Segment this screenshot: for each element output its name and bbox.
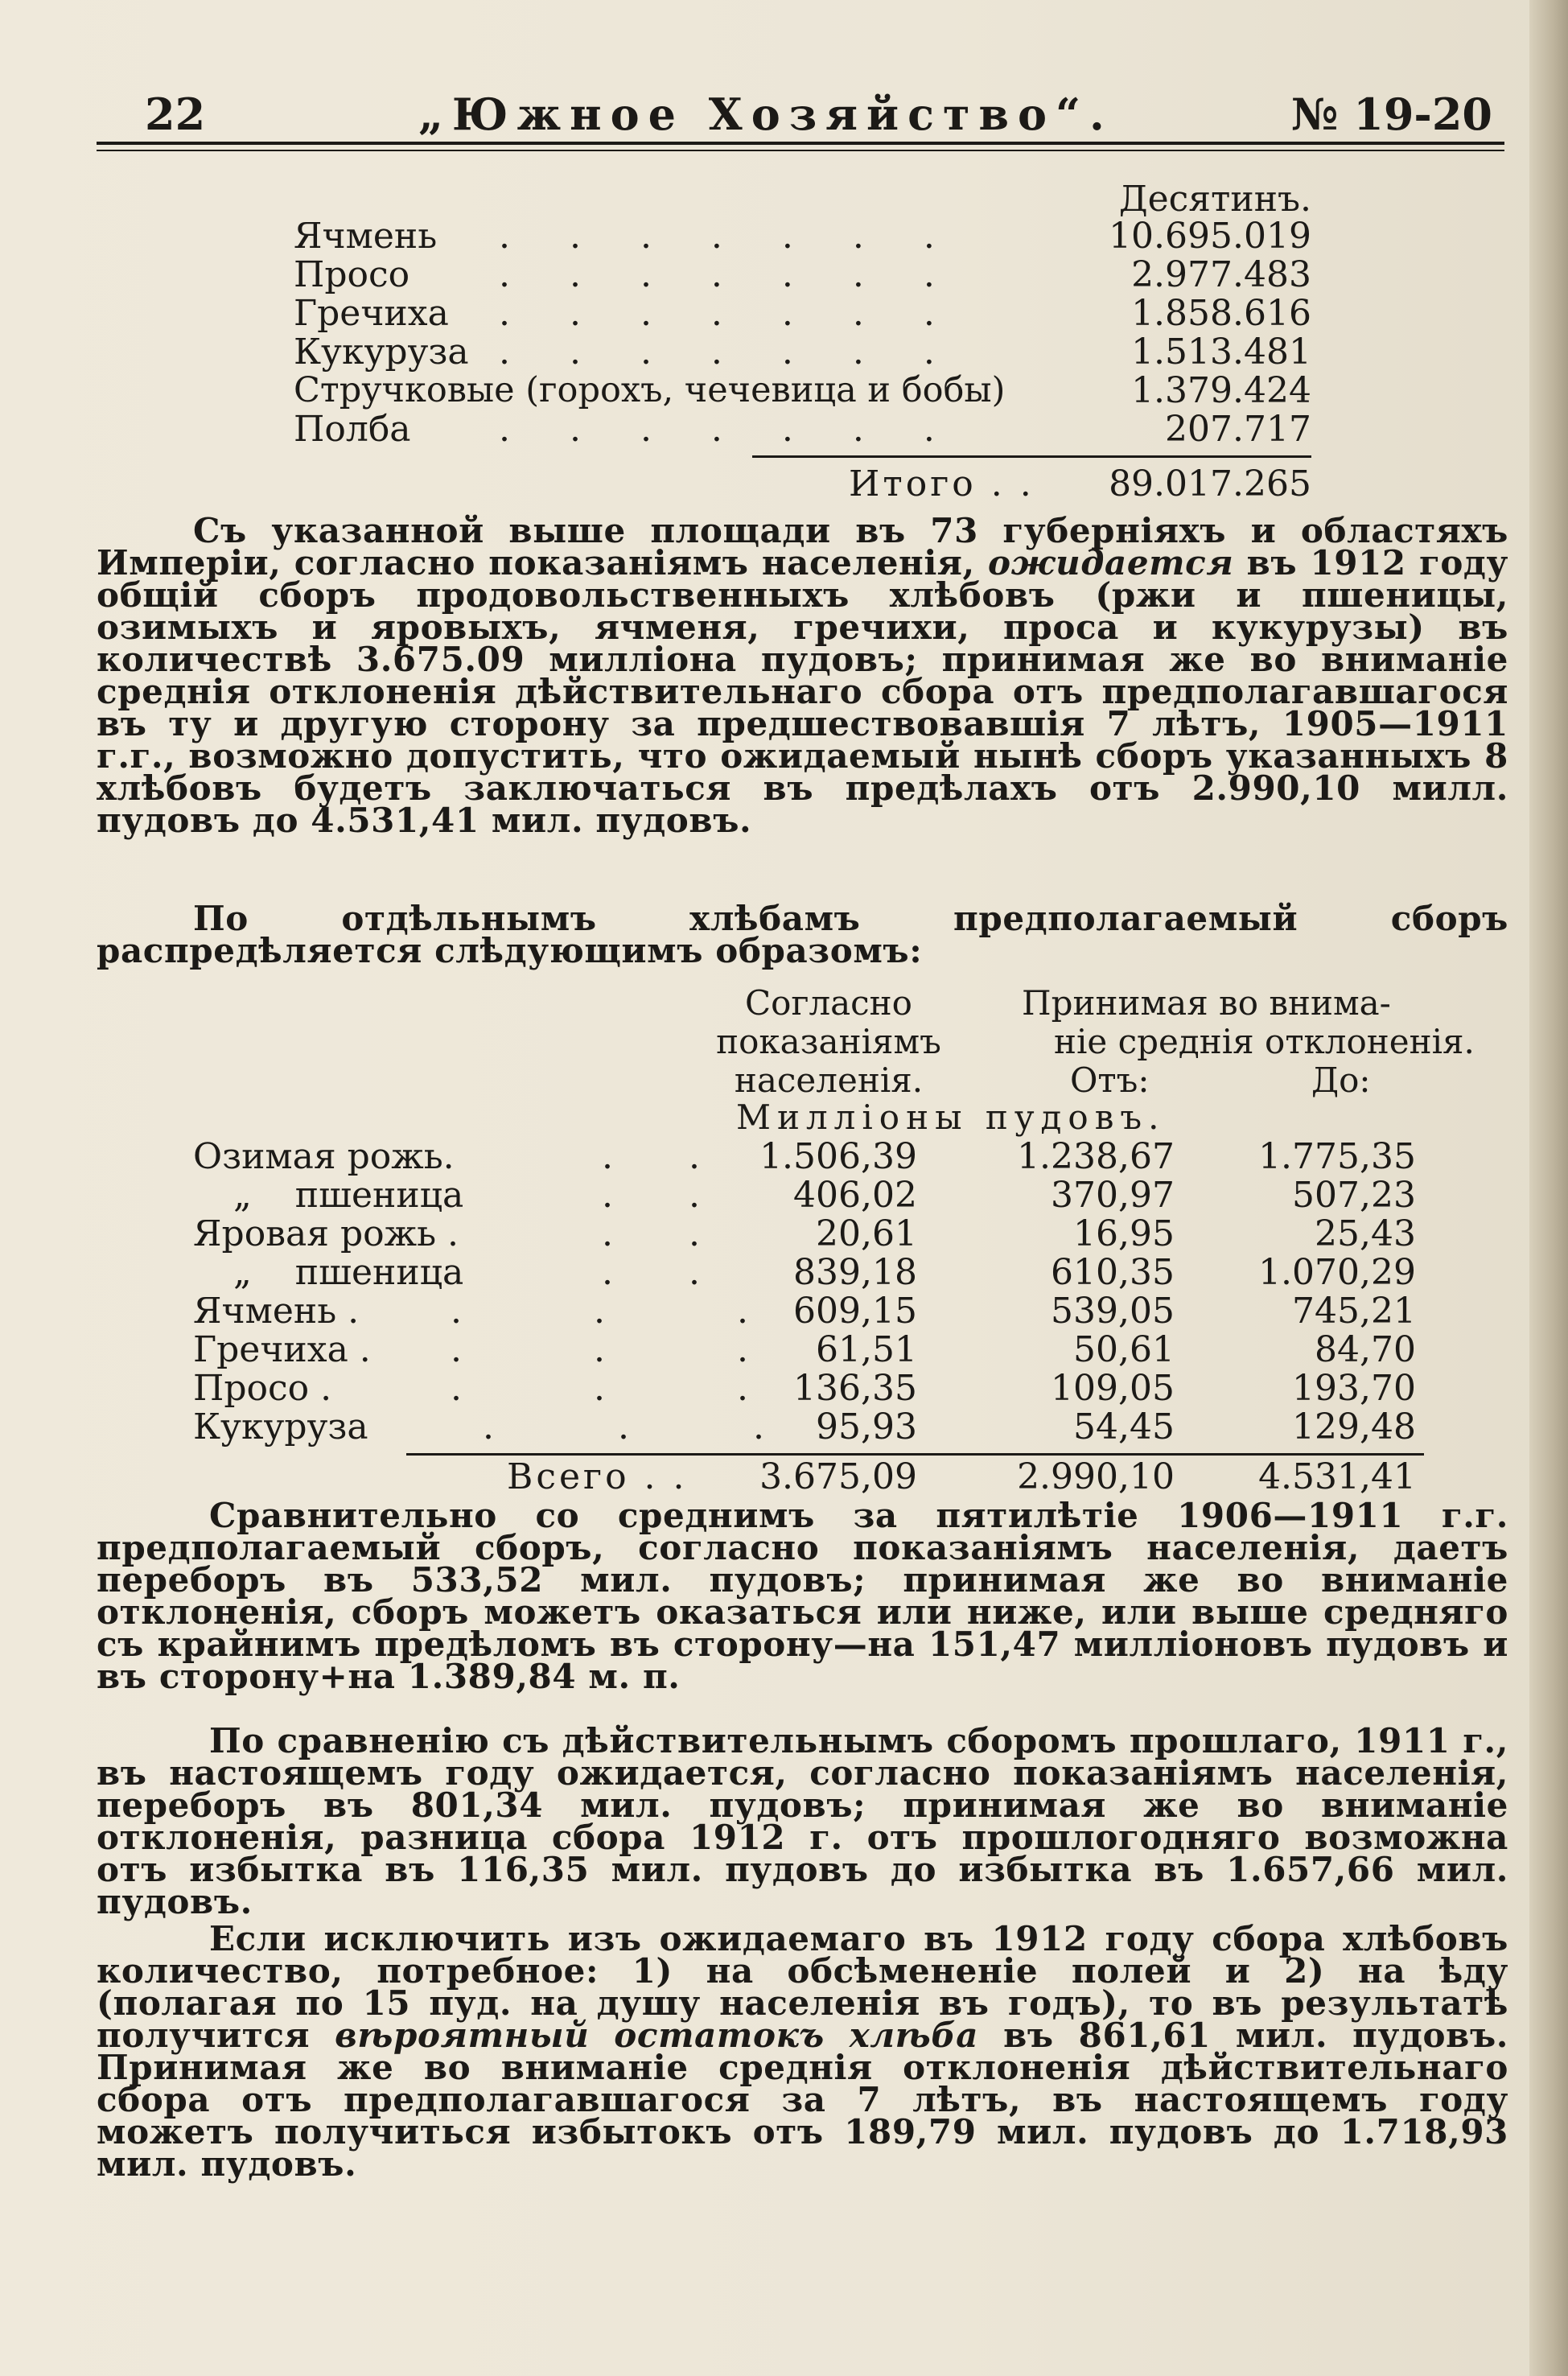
table2-value-c: 745,21 — [1292, 1291, 1416, 1332]
paragraph — [97, 1919, 1508, 2184]
table2-value-c: 1.775,35 — [1258, 1136, 1416, 1177]
table2-value-b: 610,35 — [1051, 1252, 1175, 1293]
table2-value-b: 370,97 — [1051, 1175, 1175, 1216]
table2-dots: . . . — [483, 1406, 821, 1447]
table1-dots: . . . . . . . — [499, 331, 959, 373]
page-number: 22 — [145, 89, 206, 140]
table1-value: 207.717 — [1165, 409, 1311, 450]
table1-dots: . . . . . . . — [499, 254, 959, 295]
table2-value-a: 95,93 — [816, 1406, 917, 1447]
paragraph-emphasis: ожидается — [988, 543, 1234, 583]
table2-total-label: Всего . . — [507, 1456, 688, 1497]
table1-total-value: 89.017.265 — [1109, 463, 1311, 504]
table2-value-c: 25,43 — [1315, 1213, 1416, 1254]
table2-value-b: 539,05 — [1051, 1291, 1175, 1332]
table2-value-a: 136,35 — [793, 1368, 917, 1409]
table2-col1-header-line: населенія. — [734, 1060, 924, 1100]
table2-col2-subheader: Отъ: — [1070, 1060, 1150, 1100]
table2-dots: . . . — [451, 1368, 809, 1409]
table2-label: Просо . — [193, 1368, 332, 1409]
paragraph — [97, 511, 1509, 840]
table2-col1-header-line: Согласно — [745, 983, 912, 1023]
paragraph: По отдѣльнымъ хлѣбамъ предполагаемый сборъ распредѣляется слѣдующимъ образомъ: — [97, 899, 1508, 970]
table2-value-a: 1.506,39 — [759, 1136, 917, 1177]
paragraph-text: Если исключить изъ ожидаемаго въ 1912 году сбора хлѣбовъ количество, потребное: 1) на обсѣмененіе полей и 2) на ѣду (полагая по 15 пуд. на душу населенія въ годъ), то въ результатѣ получится — [97, 1919, 1508, 2055]
journal-title: „Южное Хозяйство“. — [418, 89, 1113, 140]
table2-value-b: 16,95 — [1073, 1213, 1175, 1254]
issue-number: № 19-20 — [1290, 89, 1492, 140]
table1-value: 1.858.616 — [1131, 293, 1311, 334]
paragraph-emphasis: вѣроятный остатокъ хлѣба — [335, 2016, 979, 2055]
table2-dots: . . — [602, 1252, 732, 1293]
table2-value-b: 109,05 — [1051, 1368, 1175, 1409]
table1-label: Просо — [294, 254, 410, 295]
table1-value: 1.513.481 — [1131, 331, 1311, 373]
table2-value-a: 61,51 — [816, 1329, 917, 1370]
table2-col23-header-line: Принимая во внима- — [1022, 983, 1391, 1023]
table2-col1-header-line: показаніямъ — [716, 1022, 941, 1061]
table1-label: Ячмень — [294, 216, 438, 257]
table2-total-rule — [406, 1453, 1424, 1456]
table1-value: 1.379.424 — [1131, 370, 1311, 411]
table2-dots: . . — [602, 1136, 732, 1177]
table1-column-header: Десятинъ. — [1118, 179, 1311, 220]
table1-label: Полба — [294, 409, 411, 450]
table1-dots: . . . . . . . — [499, 216, 959, 257]
table1-dots: . . . . . . . — [499, 293, 959, 334]
table2-label: „ пшеница — [233, 1252, 464, 1293]
table2-total-b: 2.990,10 — [1017, 1456, 1175, 1497]
table2-value-c: 1.070,29 — [1258, 1252, 1416, 1293]
table2-value-a: 609,15 — [793, 1291, 917, 1332]
table2-dots: . . — [602, 1175, 732, 1216]
paragraph: По сравненію съ дѣйствительнымъ сборомъ прошлаго, 1911 г., въ настоящемъ году ожидается, согласно показаніямъ населенія, переборъ въ 801,34 мил. пудовъ; принимая же во вниманіе отклоненія, разница сбора 1912 г. отъ прошлогодняго возможна отъ избытка въ 116,35 мил. пудовъ до избытка въ 1.657,66 мил. пудовъ. — [97, 1721, 1508, 1921]
paragraph-text: Съ указанной выше площади въ 73 губерніяхъ и областяхъ Имперіи, согласно показаніямъ населенія, — [97, 511, 1508, 583]
table1-value: 10.695.019 — [1109, 216, 1311, 257]
table2-label: Озимая рожь. — [193, 1136, 455, 1177]
table2-value-a: 20,61 — [816, 1213, 917, 1254]
running-header — [97, 80, 1492, 145]
table2-value-c: 84,70 — [1315, 1329, 1416, 1370]
table2-total-c: 4.531,41 — [1258, 1456, 1416, 1497]
table2-value-c: 507,23 — [1292, 1175, 1416, 1216]
table1-dots: . . . . . . . — [499, 409, 959, 450]
paragraph-text: въ 861,61 мил. пудовъ. Принимая же во вниманіе среднія отклоненія дѣйствительнаго сбора отъ предполагавшагося за 7 лѣтъ, въ настоящемъ году можетъ получиться избытокъ отъ 189,79 мил. пудовъ до 1.718,93 мил. пудовъ. — [97, 2016, 1508, 2184]
header-rule — [97, 142, 1504, 145]
table2-dots: . . . — [451, 1329, 809, 1370]
table2-label: Кукуруза — [193, 1406, 368, 1447]
table2-total-a: 3.675,09 — [759, 1456, 917, 1497]
table1-total-label: Итого . . — [849, 463, 1035, 504]
table2-value-a: 406,02 — [793, 1175, 917, 1216]
table2-dots: . . . — [451, 1291, 809, 1332]
table1-label: Стручковые (горохъ, чечевица и бобы) — [294, 370, 1006, 410]
header-rule-thin — [97, 150, 1504, 151]
table2-label: Яровая рожь . — [193, 1213, 459, 1254]
table2-value-b: 50,61 — [1073, 1329, 1175, 1370]
table2-value-a: 839,18 — [793, 1252, 917, 1293]
table2-units: Милліоны пудовъ. — [736, 1097, 1166, 1137]
table2-value-c: 193,70 — [1292, 1368, 1416, 1409]
table2-label: „ пшеница — [233, 1175, 464, 1216]
table2-dots: . . — [602, 1213, 732, 1254]
table2-value-c: 129,48 — [1292, 1406, 1416, 1447]
paragraph: Сравнительно со среднимъ за пятилѣтіе 1906—1911 г.г. предполагаемый сборъ, согласно показаніямъ населенія, даетъ переборъ въ 533,52 мил. пудовъ; принимая же во вниманіе отклоненія, сборъ можетъ оказаться или ниже, или выше средняго съ крайнимъ предѣломъ въ сторону—на 151,47 милліоновъ пудовъ и въ сторону+на 1.389,84 м. п. — [97, 1496, 1508, 1696]
page-spine — [1529, 0, 1568, 2376]
table2-label: Ячмень . — [193, 1291, 360, 1332]
table2-label: Гречиха . — [193, 1329, 371, 1370]
table2-col3-subheader: До: — [1311, 1060, 1371, 1100]
paragraph-text: въ 1912 году общій сборъ продовольственныхъ хлѣбовъ (ржи и пшеницы, озимыхъ и яровыхъ, ячменя, гречихи, проса и кукурузы) въ количествѣ 3.675.09 милліона пудовъ; принимая же во вниманіе среднія отклоненія дѣйствительнаго сбора отъ предполагавшагося въ ту и другую сторону за предшествовавшія 7 лѣтъ, 1905—1911 г.г., возможно допустить, что ожидаемый нынѣ сборъ указанныхъ 8 хлѣбовъ будетъ заключаться въ предѣлахъ отъ 2.990,10 милл. пудовъ до 4.531,41 мил. пудовъ. — [97, 543, 1509, 840]
table2-value-b: 1.238,67 — [1017, 1136, 1175, 1177]
table1-total-rule — [752, 455, 1311, 458]
table2-value-b: 54,45 — [1073, 1406, 1175, 1447]
table1-label: Кукуруза — [294, 331, 469, 373]
table1-label: Гречиха — [294, 293, 449, 334]
table1-value: 2.977.483 — [1131, 254, 1311, 295]
table2-col23-header-line: ніе среднія отклоненія. — [1054, 1022, 1475, 1061]
